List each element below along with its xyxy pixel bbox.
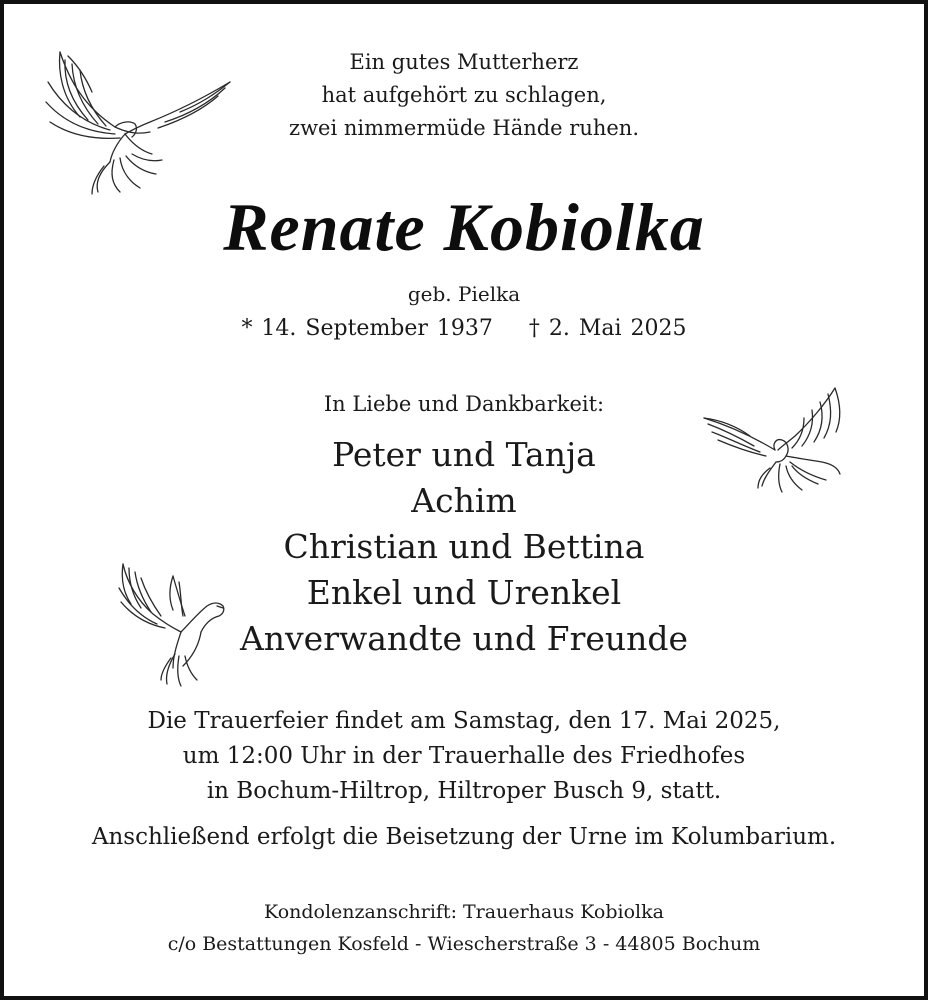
funeral-line: um 12:00 Uhr in der Trauerhalle des Friedhofes [182,743,746,769]
funeral-line: in Bochum-Hiltrop, Hiltroper Busch 9, statt. [206,778,722,804]
death-date: † 2. Mai 2025 [528,316,687,341]
funeral-line: Die Trauerfeier findet am Samstag, den 17. Mai 2025, [147,708,781,734]
mourner-name: Anverwandte und Freunde [239,619,689,658]
deceased-name: Renate Kobiolka [223,189,705,265]
mourner-name: Christian und Bettina [283,527,645,566]
condolence-line: c/o Bestattungen Kosfeld - Wiescherstraße 3 - 44805 Bochum [167,933,761,955]
life-dates [0,316,928,341]
burial-info: Anschließend erfolgt die Beisetzung der Urne im Kolumbarium. [91,824,837,850]
intro-line: zwei nimmermüde Hände ruhen. [289,116,639,140]
condolence-address [0,896,928,960]
funeral-info [0,704,928,809]
condolence-line: Kondolenzanschrift: Trauerhaus Kobiolka [264,901,664,923]
mourner-name: Peter und Tanja [332,435,596,474]
mourner-name: Achim [411,481,517,520]
intro-verse [0,46,928,145]
mourner-name: Enkel und Urenkel [306,573,622,612]
mourners-intro: In Liebe und Dankbarkeit: [323,392,605,416]
birth-date: * 14. September 1937 [241,316,493,341]
mourners-list [0,432,928,662]
maiden-name: geb. Pielka [407,282,521,306]
intro-line: hat aufgehört zu schlagen, [321,83,607,107]
intro-line: Ein gutes Mutterherz [349,50,579,74]
